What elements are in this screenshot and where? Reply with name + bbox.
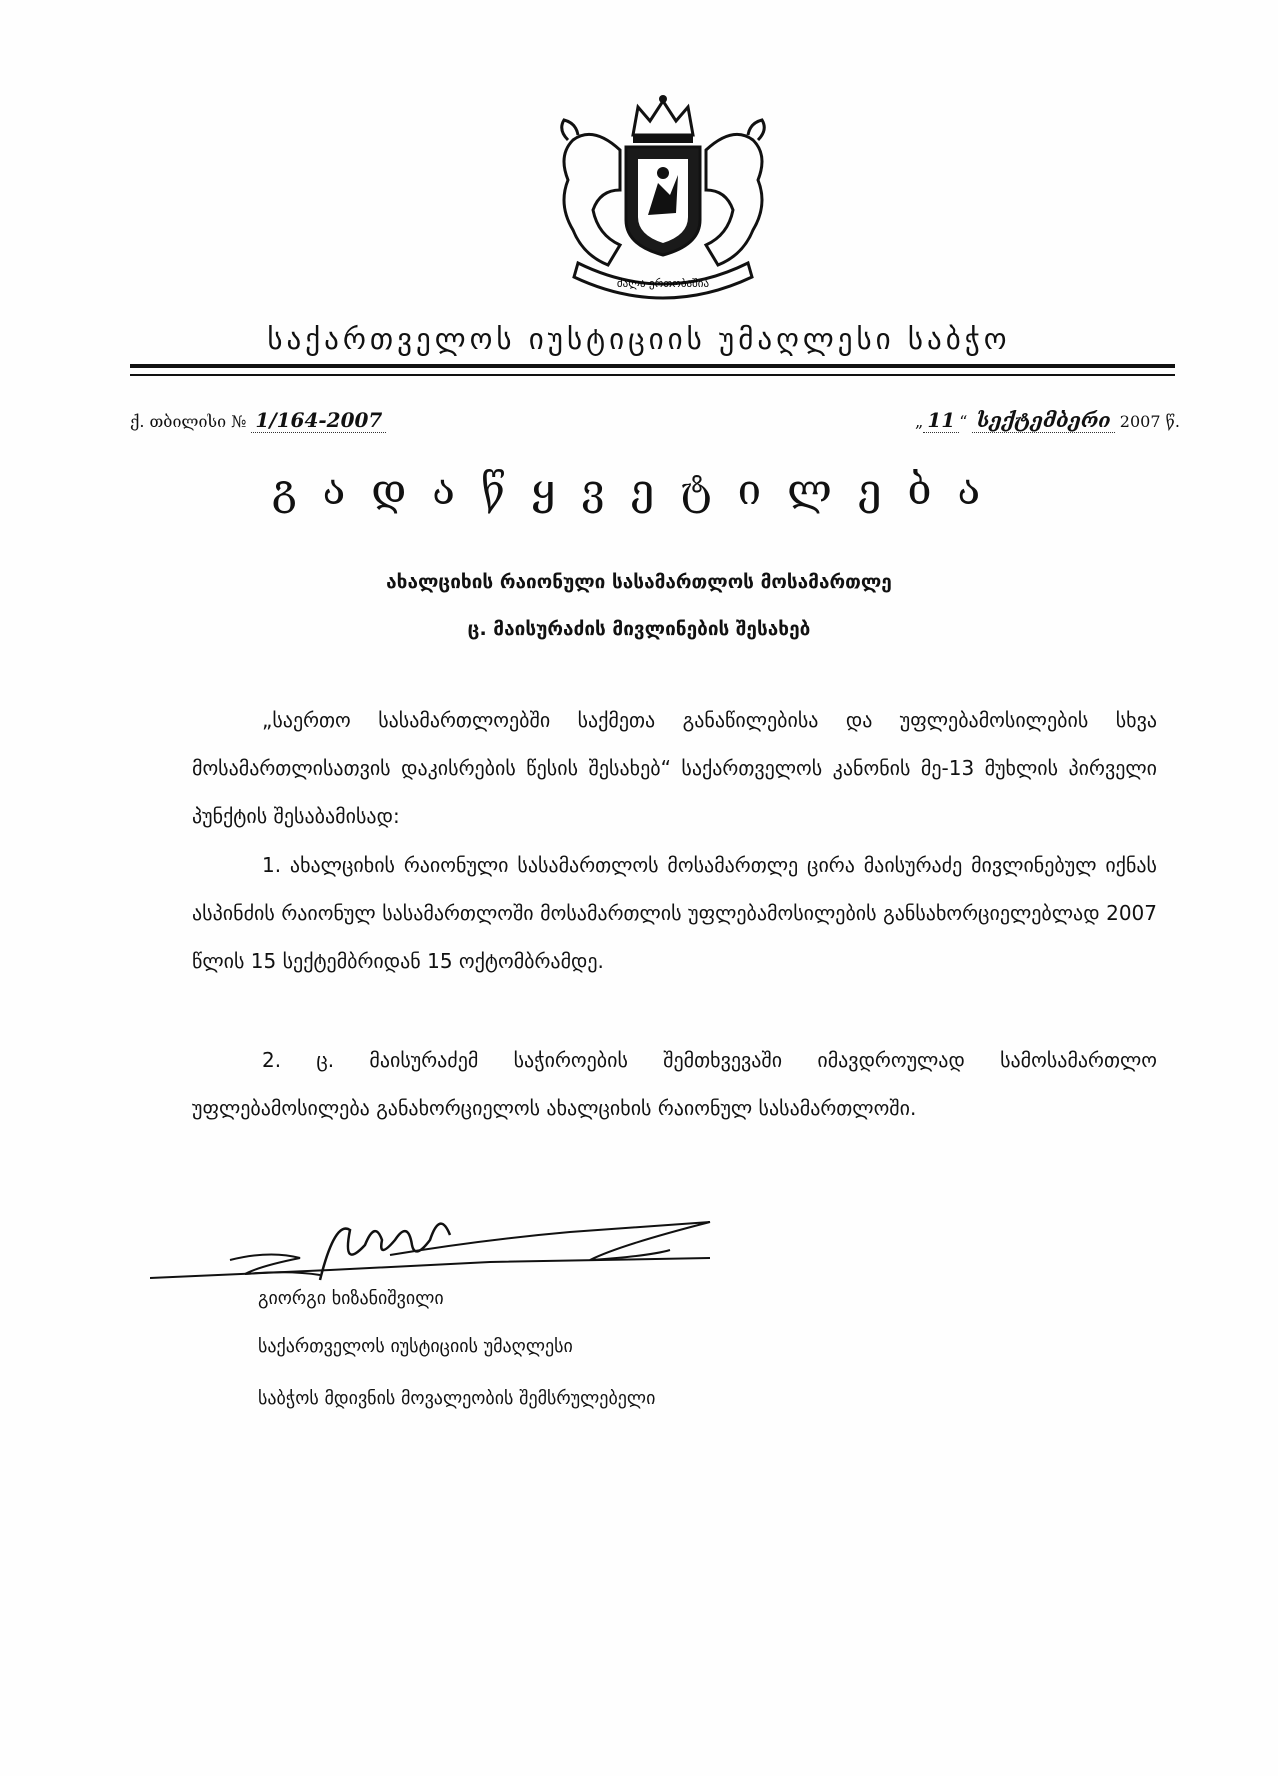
date-month: სექტემბერი [972, 408, 1114, 433]
date-day: 11 [923, 408, 959, 433]
item-1-text: 1. ახალციხის რაიონული სასამართლოს მოსამართლე ცირა მაისურაძე მივლინებულ იქნას ასპინძის რაიონულ სასამართლოში მოსამართლის უფლებამოსილების განსახორციელებლად 2007 წლის 15 სექტემბრიდან 15 ოქტომბრამდე. [192, 853, 1157, 973]
header-divider-thick [130, 364, 1175, 368]
decision-item-1 [192, 841, 1157, 985]
item-2-text: 2. ც. მაისურაძემ საჭიროების შემთხვევაში იმავდროულად სამოსამართლო უფლებამოსილება განახორციელოს ახალციხის რაიონულ სასამართლოში. [192, 1048, 1157, 1120]
place-label: ქ. თბილისი [130, 412, 227, 431]
signatory-title-line-2: საბჭოს მდივნის მოვალეობის შემსრულებელი [258, 1388, 656, 1409]
coat-of-arms-emblem [538, 95, 788, 305]
date-suffix: წ. [1165, 412, 1180, 431]
document-number: 1/164-2007 [251, 408, 386, 433]
preamble-paragraph [192, 696, 1157, 840]
signatory-title-line-1: საქართველოს იუსტიციის უმაღლესი [258, 1336, 573, 1357]
subtitle-line-2: ც. მაისურაძის მივლინების შესახებ [467, 618, 811, 640]
subtitle-line-1: ახალციხის რაიონული სასამართლოს მოსამართლე [386, 571, 892, 593]
organization-name: საქართველოს იუსტიციის უმაღლესი საბჭო [267, 322, 1011, 356]
document-date-line: „ 11 “ სექტემბერი 2007 წ. [915, 408, 1180, 432]
preamble-text: „საერთო სასამართლოებში საქმეთა განაწილებისა და უფლებამოსილების სხვა მოსამართლისათვის დაკისრების წესის შესახებ“ საქართველოს კანონის მე-13 მუხლის პირველი პუნქტის შესაბამისად: [192, 708, 1157, 828]
coat-motto-text: ძალა ერთობაშია [616, 277, 710, 290]
date-year: 2007 [1119, 412, 1161, 431]
number-sign: № [231, 412, 247, 431]
decision-item-2 [192, 1036, 1157, 1132]
header-divider-thin [130, 374, 1175, 376]
signatory-name: გიორგი ხიზანიშვილი [258, 1288, 444, 1309]
document-number-line [130, 408, 386, 432]
document-title: გადაწყვეტილება [271, 465, 1007, 514]
